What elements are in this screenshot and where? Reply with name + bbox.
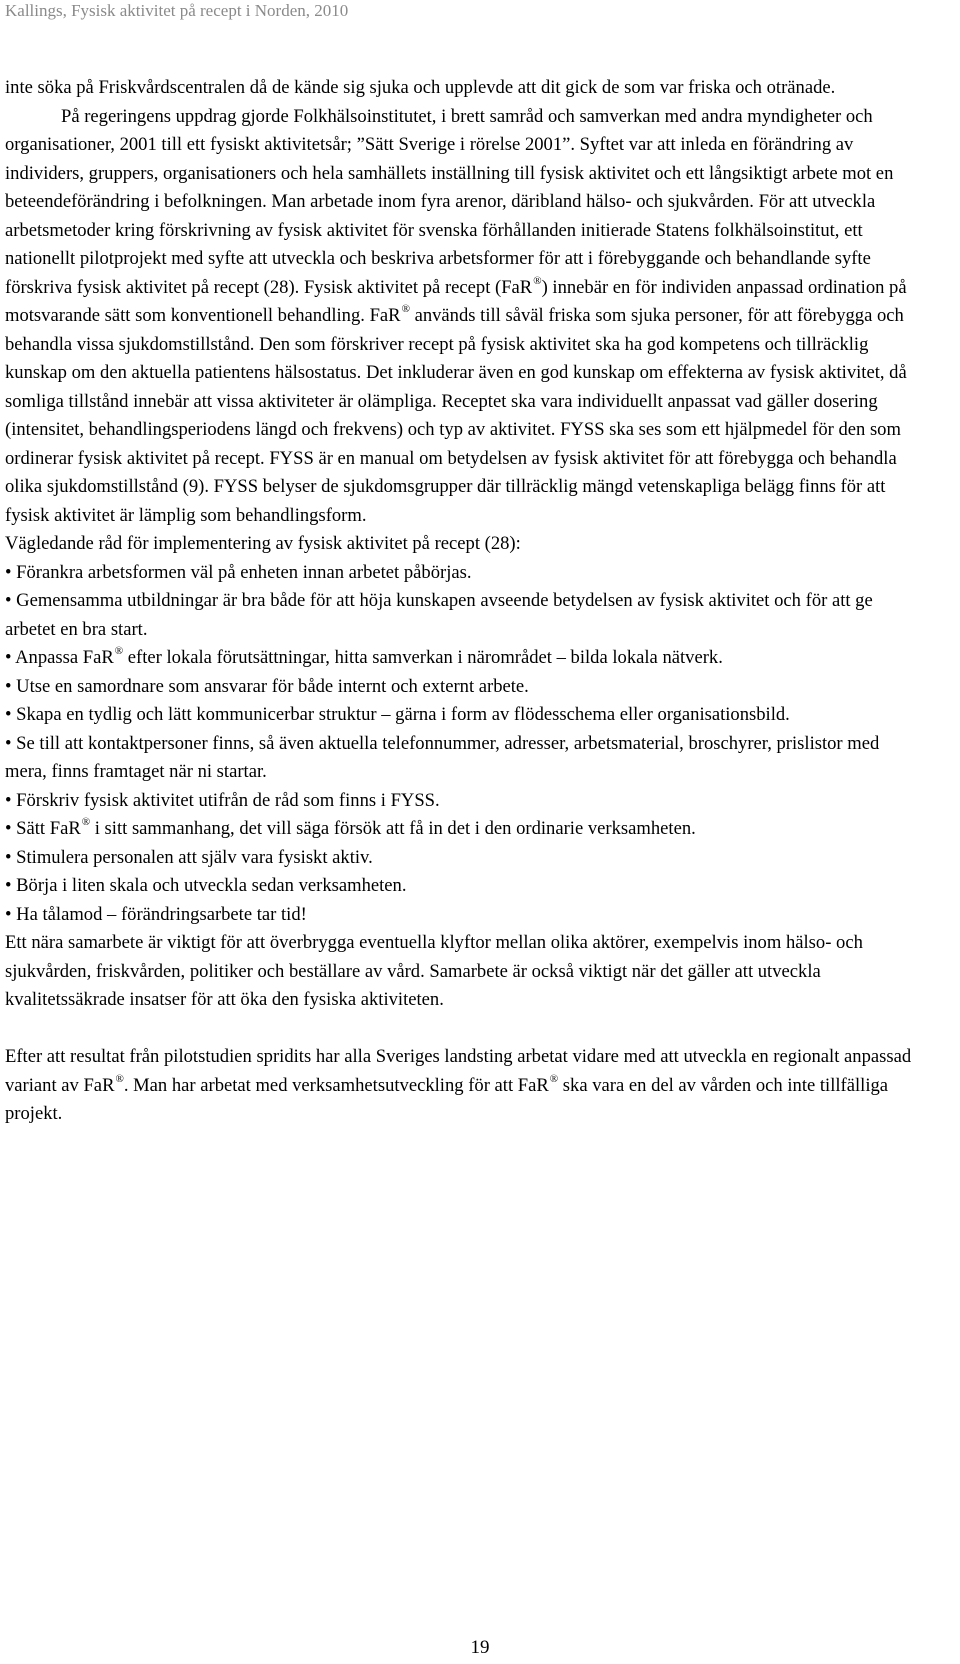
paragraph-text: används till såväl friska som sjuka personer, för att förebygga och behandla vissa sjukdomstillstånd. Den som förskriver recept på fysisk aktivitet ska ha god kompetens och tillräcklig kunskap om den aktuella patientens hälsostatus. Det inkluderar även en god kunskap om effekterna av fysisk aktivitet, då somliga tillstånd innebär att vissa aktiviteter är olämpliga. Receptet ska vara individuellt anpassat vad gäller dosering (intensitet, behandlingsperiodens längd och frekvens) och typ av aktivitet. FYSS ska ses som ett hjälpmedel för den som ordinerar fysisk aktivitet på recept. FYSS är en manual om betydelsen av fysisk aktivitet för att förebygga och behandla olika sjukdomstillstånd (9). FYSS belyser de sjukdomsgrupper där tillräcklig mängd vetenskapliga belägg finns för att fysisk aktivitet är lämplig som behandlingsform.: [5, 305, 907, 526]
list-item: • Stimulera personalen att själv vara fysiskt aktiv.: [5, 846, 373, 868]
list-item-text: efter lokala förutsättningar, hitta samverkan i närområdet – bilda lokala nätverk.: [123, 647, 723, 668]
paragraph-text: ) innebär en för individen anpassad ordination på motsvarande sätt som konventionell behandling. FaR: [5, 276, 907, 326]
list-item: • Förankra arbetsformen väl på enheten innan arbetet påbörjas.: [5, 561, 472, 583]
list-item-text: • Sätt FaR: [5, 818, 81, 839]
guidance-list: [5, 559, 915, 930]
list-item-text: • Anpassa FaR: [5, 647, 114, 668]
list-item: • Förskriv fysisk aktivitet utifrån de råd som finns i FYSS.: [5, 789, 440, 811]
registered-mark: ®: [81, 816, 91, 828]
paragraph-text: Efter att resultat från pilotstudien spridits har alla Sveriges landsting arbetat vidare med att utveckla en regionalt anpassad variant av FaR: [5, 1046, 912, 1096]
page-number: 19: [470, 1637, 490, 1658]
paragraph-collaboration: Ett nära samarbete är viktigt för att överbrygga eventuella klyftor mellan olika aktörer, exempelvis inom hälso- och sjukvården, friskvården, politiker och beställare av vård. Samarbete är också viktigt när det gäller att utveckla kvalitetssäkrade insatser för att öka den fysiska aktiviteten.: [5, 932, 863, 1010]
paragraph-text: inte söka på Friskvårdscentralen då de kände sig sjuka och upplevde att dit gick de som var friska och otränade.: [5, 77, 836, 98]
paragraph-government-assignment: [5, 103, 915, 531]
paragraph-spacer: [5, 1015, 915, 1044]
list-item: • Ha tålamod – förändringsarbete tar tid!: [5, 903, 307, 925]
list-item-text: i sitt sammanhang, det vill säga försök att få in det i den ordinarie verksamheten.: [90, 818, 696, 839]
registered-mark: ®: [549, 1072, 559, 1085]
document-body: [5, 74, 915, 1129]
paragraph-text: På regeringens uppdrag gjorde Folkhälsoinstitutet, i brett samråd och samverkan med andra myndigheter och organisationer, 2001 till ett fysiskt aktivitetsår; ”Sätt Sverige i rörelse 2001”. Syftet var att inleda en förändring av individers, gruppers, organisationers och hela samhällets inställning till fysisk aktivitet och ett långsiktigt arbete mot en beteendeförändring i befolkningen. Man arbetade inom fyra arenor, däribland hälso- och sjukvården. För att utveckla arbetsmetoder kring förskrivning av fysisk aktivitet för svenska förhållanden initierade Statens folkhälsoinstitut, ett nationellt pilotprojekt med syfte att utveckla och beskriva arbetsformer för att i förebyggande och behandlande syfte förskriva fysisk aktivitet på recept (28). Fysisk aktivitet på recept (FaR: [5, 105, 894, 298]
guidance-intro: Vägledande råd för implementering av fysisk aktivitet på recept (28):: [5, 533, 521, 554]
registered-mark: ®: [115, 1072, 124, 1085]
registered-mark: ®: [114, 645, 124, 657]
paragraph-pilot-results: [5, 1043, 915, 1129]
paragraph-text: . Man har arbetat med verksamhetsutveckling för att FaR: [123, 1074, 549, 1096]
list-item: [5, 644, 915, 673]
paragraph-continuation: [5, 74, 915, 103]
paragraph-text: ska vara en del av vården och inte tillfälliga projekt.: [5, 1074, 889, 1124]
running-header: Kallings, Fysisk aktivitet på recept i Norden, 2010: [5, 1, 349, 20]
list-item: • Gemensamma utbildningar är bra både för att höja kunskapen avseende betydelsen av fysisk aktivitet och för att ge arbetet en bra start.: [5, 590, 873, 640]
list-item: • Skapa en tydlig och lätt kommunicerbar struktur – gärna i form av flödesschema eller organisationsbild.: [5, 704, 790, 725]
list-item: • Utse en samordnare som ansvarar för både internt och externt arbete.: [5, 675, 529, 697]
list-item: • Börja i liten skala och utveckla sedan verksamheten.: [5, 875, 407, 896]
registered-mark: ®: [533, 274, 542, 287]
registered-mark: ®: [401, 303, 410, 315]
list-item: • Se till att kontaktpersoner finns, så även aktuella telefonnummer, adresser, arbetsmaterial, broschyrer, prislistor med mera, finns framtaget när ni startar.: [5, 732, 880, 782]
list-item: [5, 815, 915, 844]
